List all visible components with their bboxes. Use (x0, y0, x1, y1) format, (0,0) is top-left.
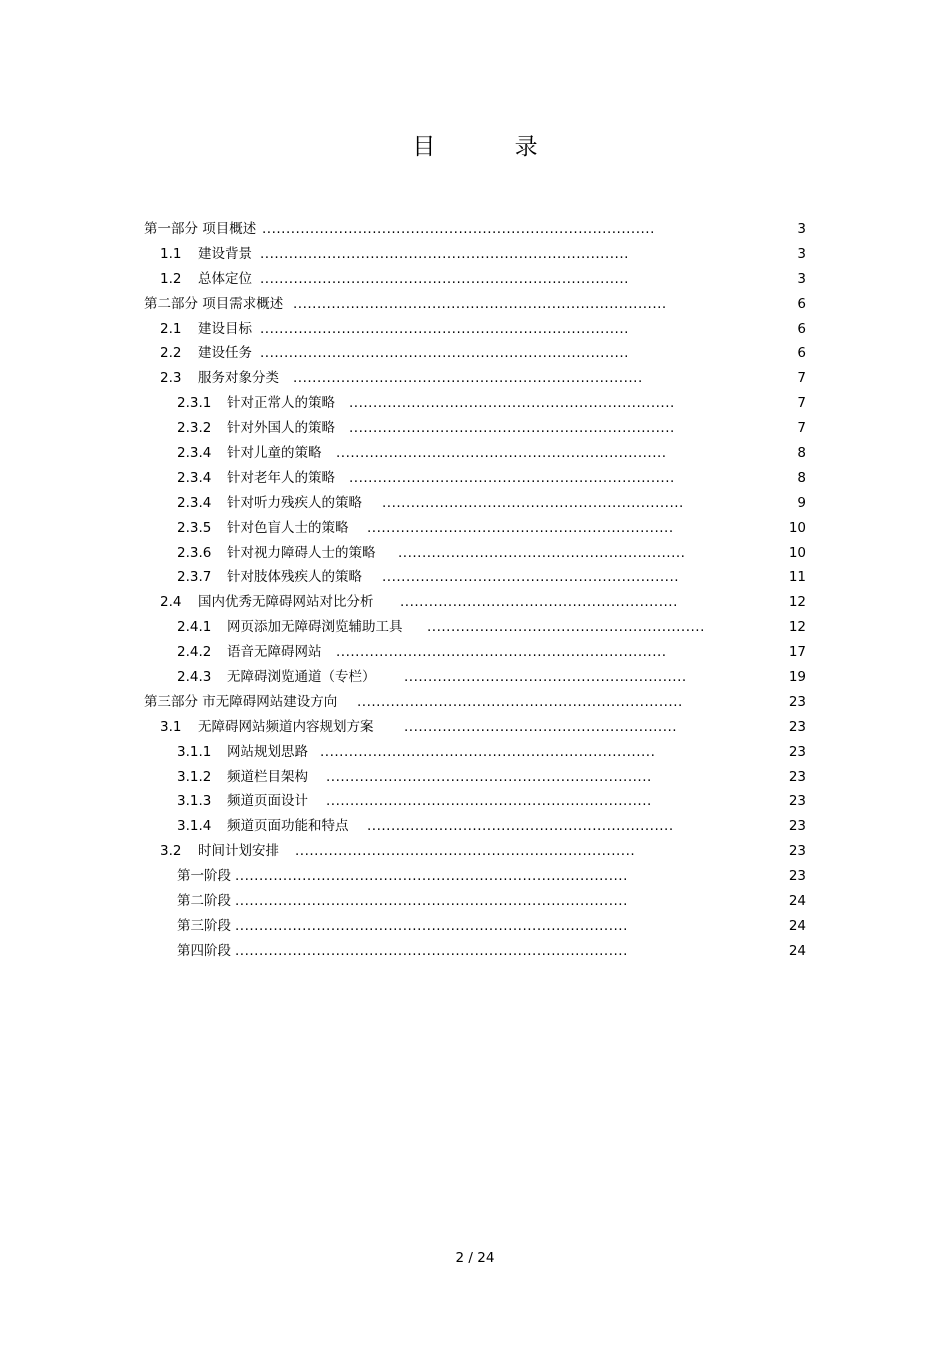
dot-leader: .............................................................................. (293, 295, 667, 312)
toc-entry[interactable] (0, 765, 950, 790)
toc-entry-page: 23 (788, 843, 806, 860)
toc-entry[interactable] (0, 690, 950, 715)
toc-entry[interactable] (0, 441, 950, 466)
dot-leader: ...................................................................... (320, 743, 656, 760)
toc-entry-number: 2.4.2 (177, 644, 212, 661)
toc-entry-heading (160, 341, 252, 366)
toc-entry-heading (160, 590, 374, 615)
dot-leader: .................................................................... (357, 693, 683, 710)
toc-entry-label: 针对听力残疾人的策略 (227, 494, 362, 511)
dot-leader: ............................................................ (398, 544, 686, 561)
toc-entry-page: 24 (788, 917, 806, 934)
toc-entry-heading (177, 466, 335, 491)
toc-entry[interactable] (0, 391, 950, 416)
dot-leader: .................................................................................. (235, 893, 628, 910)
toc-entry-number: 1.2 (160, 270, 182, 287)
toc-entry-number: 2.4 (160, 594, 182, 611)
toc-entry-heading (177, 541, 376, 566)
dot-leader: ..................................................................... (336, 445, 667, 462)
toc-entry-page: 3 (797, 245, 806, 262)
toc-entry-heading (177, 765, 308, 790)
toc-entry-number: 2.4.1 (177, 619, 212, 636)
toc-entry-heading (160, 317, 252, 342)
toc-entry-label: 针对视力障碍人士的策略 (227, 544, 376, 561)
toc-entry[interactable] (0, 341, 950, 366)
toc-entry-heading (177, 516, 349, 541)
toc-entry-number: 3.2 (160, 843, 182, 860)
toc-entry-heading (177, 441, 322, 466)
toc-entry-page: 24 (788, 942, 806, 959)
toc-entry-label: 针对外国人的策略 (227, 420, 335, 437)
toc-entry-number: 1.1 (160, 245, 182, 262)
toc-entry-label: 建设背景 (198, 245, 252, 262)
toc-entry[interactable] (0, 242, 950, 267)
dot-leader: ......................................................................... (293, 370, 643, 387)
toc-entry-page: 12 (788, 594, 806, 611)
toc-entry-page: 7 (797, 420, 806, 437)
toc-entry[interactable] (0, 416, 950, 441)
toc-entry-label: 第四阶段 (177, 942, 231, 959)
dot-leader: ............................................................................. (260, 320, 629, 337)
toc-entry-page: 3 (797, 221, 806, 237)
toc-entry-label: 针对老年人的策略 (227, 469, 335, 486)
toc-entry-label: 第三阶段 (177, 917, 231, 934)
toc-entry-heading (177, 864, 231, 889)
toc-entry-label: 国内优秀无障碍网站对比分析 (198, 594, 374, 611)
toc-entry-heading (177, 416, 335, 441)
dot-leader: .......................................................... (400, 594, 678, 611)
toc-entry-heading (177, 665, 376, 690)
toc-entry-page: 23 (788, 818, 806, 835)
toc-entry-page: 8 (797, 469, 806, 486)
toc-entry-number: 2.3.4 (177, 469, 212, 486)
toc-entry-heading (177, 740, 308, 765)
toc-entry-number: 2.3.1 (177, 395, 212, 412)
toc-entry[interactable] (0, 665, 950, 690)
dot-leader: .............................................................. (382, 569, 680, 586)
toc-entry-heading (144, 217, 256, 242)
toc-entry[interactable] (0, 615, 950, 640)
toc-entry-label: 针对正常人的策略 (227, 395, 335, 412)
toc-entry[interactable] (0, 914, 950, 939)
toc-entry-label: 总体定位 (198, 270, 252, 287)
toc-entry-page: 19 (788, 669, 806, 686)
dot-leader: ..................................................................... (336, 644, 667, 661)
toc-entry-page: 23 (788, 743, 806, 760)
toc-entry-label: 无障碍网站频道内容规划方案 (198, 718, 374, 735)
toc-entry-heading (177, 789, 308, 814)
toc-entry-label: 网站规划思路 (227, 743, 308, 760)
dot-leader: ................................................................ (367, 818, 674, 835)
toc-entry-label: 建设目标 (198, 320, 252, 337)
toc-entry-heading (177, 914, 231, 939)
toc-entry-label: 第一部分 项目概述 (144, 221, 257, 237)
toc-entry-page: 8 (797, 445, 806, 462)
toc-entry-heading (160, 267, 252, 292)
toc-entry-label: 服务对象分类 (198, 370, 279, 387)
toc-entry-heading (177, 640, 322, 665)
toc-entry-page: 23 (788, 693, 806, 710)
toc-entry-number: 2.2 (160, 345, 182, 362)
toc-entry-label: 第一阶段 (177, 868, 231, 885)
page-title: 目 录 (412, 134, 574, 160)
dot-leader: .................................................................................. (235, 868, 628, 885)
toc-entry[interactable] (0, 317, 950, 342)
toc-entry-label: 频道页面功能和特点 (227, 818, 349, 835)
toc-entry-label: 网页添加无障碍浏览辅助工具 (227, 619, 403, 636)
dot-leader: ......................................................... (404, 718, 678, 735)
toc-entry[interactable] (0, 292, 950, 317)
toc-entry-page: 23 (788, 768, 806, 785)
toc-entry-page: 10 (788, 544, 806, 561)
toc-entry[interactable] (0, 267, 950, 292)
toc-entry-heading (177, 814, 349, 839)
toc-entry[interactable] (0, 939, 950, 964)
toc-entry[interactable] (0, 565, 950, 590)
toc-entry-number: 3.1.1 (177, 743, 212, 760)
toc-entry-page: 6 (797, 345, 806, 362)
toc-entry-page: 12 (788, 619, 806, 636)
toc-entry[interactable] (0, 889, 950, 914)
toc-entry-heading (160, 366, 279, 391)
toc-entry-heading (144, 292, 283, 317)
toc-entry[interactable] (0, 740, 950, 765)
toc-entry-page: 3 (797, 270, 806, 287)
toc-entry-number: 3.1 (160, 718, 182, 735)
dot-leader: ............................................................................. (260, 345, 629, 362)
toc-entry-page: 23 (788, 793, 806, 810)
toc-entry-number: 3.1.4 (177, 818, 212, 835)
toc-entry[interactable] (0, 541, 950, 566)
dot-leader: .................................................................................. (262, 221, 655, 237)
toc-entry-page: 23 (788, 868, 806, 885)
toc-entry-number: 2.3.6 (177, 544, 212, 561)
toc-entry[interactable] (0, 466, 950, 491)
toc-entry[interactable] (0, 366, 950, 391)
toc-entry-label: 第二部分 项目需求概述 (144, 295, 284, 312)
dot-leader: .................................................................................. (235, 917, 628, 934)
toc-entry-page: 23 (788, 718, 806, 735)
toc-entry[interactable] (0, 789, 950, 814)
dot-leader: .................................................................... (326, 793, 652, 810)
toc-entry-number: 3.1.2 (177, 768, 212, 785)
dot-leader: ................................................................ (367, 519, 674, 536)
toc-entry-label: 频道页面设计 (227, 793, 308, 810)
toc-entry-heading (177, 615, 403, 640)
toc-entry-heading (160, 839, 279, 864)
dot-leader: ........................................................... (404, 669, 687, 686)
toc-entry-label: 针对儿童的策略 (227, 445, 322, 462)
toc-entry[interactable] (0, 715, 950, 740)
toc-entry-number: 2.3.7 (177, 569, 212, 586)
dot-leader: ............................................................................. (260, 245, 629, 262)
toc-entry-label: 无障碍浏览通道（专栏） (227, 669, 376, 686)
toc-entry-heading (177, 889, 231, 914)
toc-entry-label: 针对肢体残疾人的策略 (227, 569, 362, 586)
toc-entry-label: 第二阶段 (177, 893, 231, 910)
dot-leader: .......................................................... (427, 619, 705, 636)
toc-entry-page: 6 (797, 320, 806, 337)
toc-entry-number: 2.3.5 (177, 519, 212, 536)
toc-entry-heading (177, 565, 362, 590)
toc-entry-label: 时间计划安排 (198, 843, 279, 860)
toc-entry-number: 2.3 (160, 370, 182, 387)
toc-entry[interactable] (0, 217, 950, 242)
toc-entry-page: 7 (797, 370, 806, 387)
toc-entry-heading (160, 242, 252, 267)
toc-entry-page: 10 (788, 519, 806, 536)
toc-entry-number: 3.1.3 (177, 793, 212, 810)
toc-entry-page: 24 (788, 893, 806, 910)
toc-entry-heading (177, 939, 231, 964)
toc-entry-label: 频道栏目架构 (227, 768, 308, 785)
toc-entry-page: 7 (797, 395, 806, 412)
toc-entry[interactable] (0, 864, 950, 889)
toc-entry-page: 17 (788, 644, 806, 661)
dot-leader: .................................................................................. (235, 942, 628, 959)
toc-entry-label: 建设任务 (198, 345, 252, 362)
toc-entry-number: 2.3.4 (177, 445, 212, 462)
toc-entry-heading (177, 491, 362, 516)
dot-leader: .................................................................... (349, 420, 675, 437)
dot-leader: ............................................................................. (260, 270, 629, 287)
toc-entry-heading (160, 715, 374, 740)
toc-entry-number: 2.3.4 (177, 494, 212, 511)
dot-leader: .................................................................... (326, 768, 652, 785)
dot-leader: .................................................................... (349, 469, 675, 486)
toc-entry-number: 2.1 (160, 320, 182, 337)
toc-entry-number: 2.3.2 (177, 420, 212, 437)
page-number: 2 / 24 (455, 1250, 495, 1266)
toc-entry-number: 2.4.3 (177, 669, 212, 686)
toc-entry-page: 6 (797, 295, 806, 312)
toc-entry-label: 语音无障碍网站 (227, 644, 322, 661)
toc-entry[interactable] (0, 516, 950, 541)
toc-entry-label: 针对色盲人士的策略 (227, 519, 349, 536)
toc-entry-heading (144, 690, 337, 715)
toc-entry-page: 9 (797, 494, 806, 511)
dot-leader: .................................................................... (349, 395, 675, 412)
dot-leader: ....................................................................... (295, 843, 636, 860)
table-of-contents (0, 217, 950, 964)
toc-entry[interactable] (0, 839, 950, 864)
dot-leader: ............................................................... (382, 494, 684, 511)
toc-entry-page: 11 (788, 569, 806, 586)
toc-entry[interactable] (0, 491, 950, 516)
toc-entry[interactable] (0, 640, 950, 665)
toc-entry-label: 第三部分 市无障碍网站建设方向 (144, 693, 338, 710)
toc-entry[interactable] (0, 814, 950, 839)
toc-entry-heading (177, 391, 335, 416)
toc-entry[interactable] (0, 590, 950, 615)
